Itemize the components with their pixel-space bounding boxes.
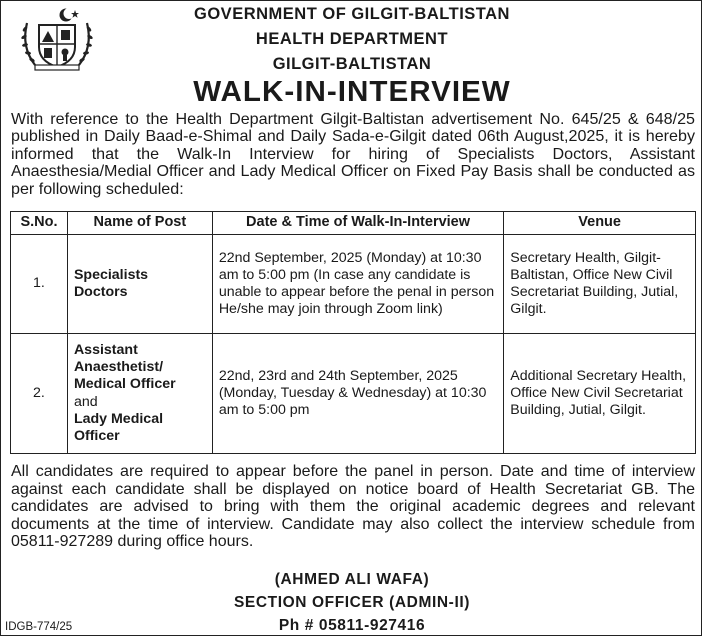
header-datetime: Date & Time of Walk-In-Interview [212, 212, 503, 235]
region-heading: GILGIT-BALTISTAN [272, 55, 432, 73]
post-line: Medical Officer [73, 376, 176, 393]
header-venue: Venue [504, 212, 696, 235]
header-post: Name of Post [67, 212, 212, 235]
signatory-designation: SECTION OFFICER (ADMIN-II) [233, 594, 471, 611]
department-heading: HEALTH DEPARTMENT [255, 30, 449, 48]
notice-title: WALK-IN-INTERVIEW [193, 76, 511, 108]
row-datetime [212, 235, 503, 334]
signatory-name: (AHMED ALI WAFA) [274, 571, 430, 588]
datetime-text: 22nd September, 2025 (Monday) at 10:30 am to 5:00 pm (In case any candidate is unable to appear before the penal in person [218, 249, 495, 300]
datetime-note: He/she may join through Zoom link) [218, 301, 443, 318]
row-post [67, 235, 212, 334]
row-datetime: 22nd, 23rd and 24th September, 2025 (Monday, Tuesday & Wednesday) at 10:30 am to 5:00 pm [212, 334, 503, 454]
post-line: Doctors [73, 284, 128, 300]
row-sno: 2. [11, 334, 68, 454]
table-header-row [11, 212, 696, 235]
reference-code: IDGB-774/25 [5, 621, 73, 633]
interview-schedule-table [10, 211, 696, 454]
post-line: Specialists [73, 266, 149, 283]
intro-paragraph: With reference to the Health Department Gilgit-Baltistan advertisement No. 645/25 & 648/25 published in Daily Baad-e-Shimal and Daily Sada-e-Gilgit dated 06th August,2025, it is hereby informed that the Walk-In Interview for hiring of Specialists Doctors, Assistant Anaesthesia/Medial Officer and Lady Medical Officer on Fixed Pay Basis shall be conducted as per following scheduled: [11, 110, 695, 198]
row-post [67, 334, 212, 454]
row-venue: Additional Secretary Health, Office New Civil Secretariat Building, Jutial, Gilgit. [504, 334, 696, 454]
government-heading: GOVERNMENT OF GILGIT-BALTISTAN [194, 5, 510, 23]
table-row [11, 235, 696, 334]
post-line: Lady Medical [73, 410, 164, 427]
instructions-paragraph: All candidates are required to appear before the panel in person. Date and time of interview against each candidate shall be displayed on notice board of Health Secretariat GB. The candidates are advised to bring with them the original academic degrees and relevant documents at the time of interview. Candidate may also collect the interview schedule from 05811-927289 during office hours. [11, 463, 695, 551]
post-conjunction: and [73, 393, 98, 410]
post-line: Officer [73, 427, 120, 444]
post-line: Assistant [73, 341, 138, 358]
header-sno: S.No. [11, 212, 68, 235]
row-venue: Secretary Health, Gilgit-Baltistan, Office New Civil Secretariat Building, Jutial, Gilgit. [504, 235, 696, 334]
table-row [11, 334, 696, 454]
post-line: Anaesthetist/ [73, 359, 164, 376]
signatory-phone: Ph # 05811-927416 [278, 617, 426, 634]
row-sno: 1. [11, 235, 68, 334]
